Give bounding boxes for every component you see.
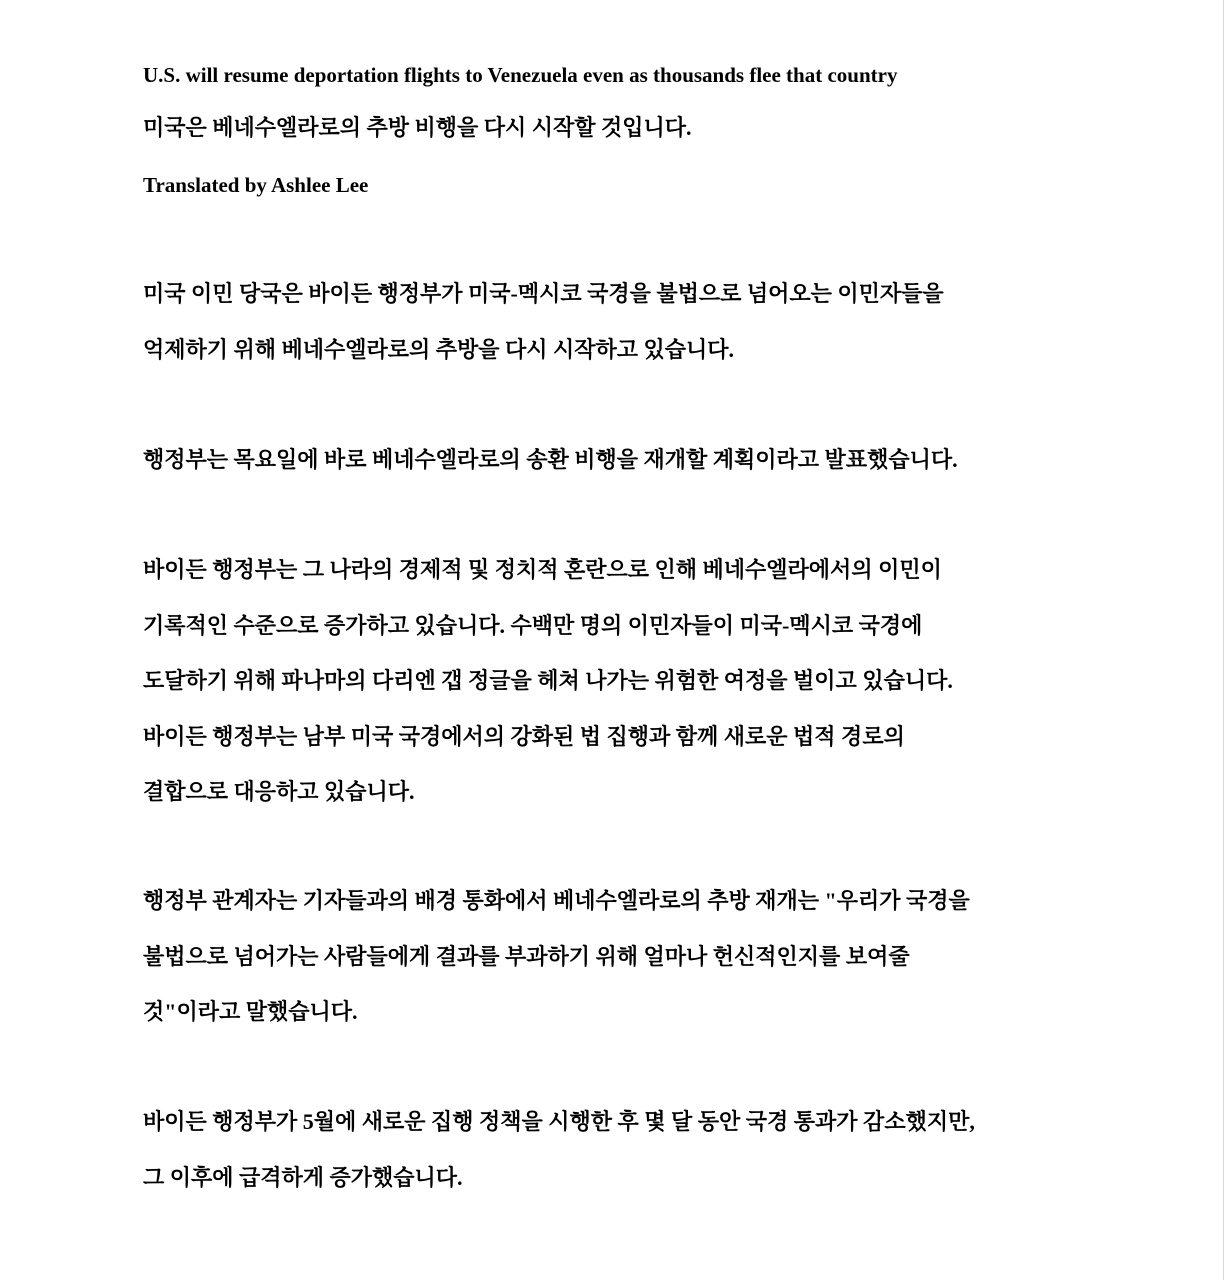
paragraph-line: 도달하기 위해 파나마의 다리엔 갭 정글을 헤쳐 나가는 위험한 여정을 벌이고 있습니다. (143, 668, 953, 693)
paragraph-2 (143, 444, 1103, 500)
paragraph-3 (143, 554, 1103, 832)
title-korean: 미국은 베네수엘라로의 추방 비행을 다시 시작할 것입니다. (143, 115, 692, 140)
translator-byline: Translated by Ashlee Lee (143, 173, 369, 197)
paragraph-line: 억제하기 위해 베네수엘라로의 추방을 다시 시작하고 있습니다. (143, 336, 735, 362)
paragraph-line: 행정부 관계자는 기자들과의 배경 통화에서 베네수엘라로의 추방 재개는 "우리가 국경을 (143, 888, 970, 913)
paragraph-line: 불법으로 넘어가는 사람들에게 결과를 부과하기 위해 얼마나 헌신적인지를 보여줄 (143, 943, 910, 969)
paragraph-line: 바이든 행정부는 남부 미국 국경에서의 강화된 법 집행과 함께 새로운 법적 경로의 (143, 723, 905, 749)
paragraph-4 (143, 885, 1103, 1052)
paragraph-line: 행정부는 목요일에 바로 베네수엘라로의 송환 비행을 재개할 계획이라고 발표했습니다. (143, 447, 958, 472)
paragraph-line: 그 이후에 급격하게 증가했습니다. (143, 1164, 463, 1190)
paragraph-line: 바이든 행정부는 그 나라의 경제적 및 정치적 혼란으로 인해 베네수엘라에서의 이민이 (143, 557, 942, 582)
paragraph-line: 미국 이민 당국은 바이든 행정부가 미국-멕시코 국경을 불법으로 넘어오는 이민자들을 (143, 281, 944, 306)
paragraph-5 (143, 1106, 1103, 1217)
page-edge-divider (1223, 0, 1224, 1280)
paragraph-line: 기록적인 수준으로 증가하고 있습니다. 수백만 명의 이민자들이 미국-멕시코 국경에 (143, 612, 923, 638)
title-english: U.S. will resume deportation flights to Venezuela even as thousands flee that country (143, 63, 898, 87)
paragraph-line: 결합으로 대응하고 있습니다. (143, 779, 415, 804)
paragraph-line: 바이든 행정부가 5월에 새로운 집행 정책을 시행한 후 몇 달 동안 국경 통과가 감소했지만, (143, 1109, 975, 1134)
paragraph-1 (143, 278, 1103, 389)
paragraph-line: 것"이라고 말했습니다. (143, 999, 358, 1024)
